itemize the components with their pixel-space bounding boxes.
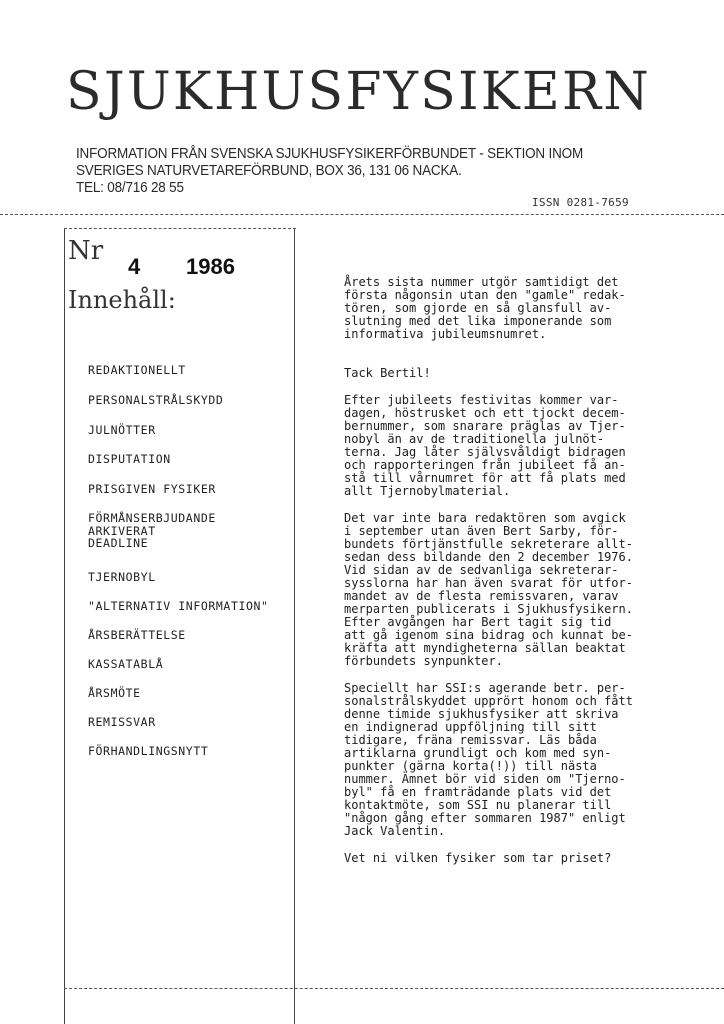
- article-paragraph: Tack Bertil!: [344, 366, 431, 380]
- sidebar-top-divider: [64, 228, 296, 229]
- header-divider: [0, 214, 724, 215]
- toc-item: ÅRSBERÄTTELSE: [88, 628, 186, 642]
- toc-item: FÖRHANDLINGSNYTT: [88, 744, 209, 758]
- editorial-article: [344, 276, 676, 865]
- left-column-border: [64, 229, 65, 1024]
- contents-heading: Innehåll:: [68, 286, 176, 314]
- toc-item: PERSONALSTRÅLSKYDD: [88, 393, 224, 407]
- toc-item: JULNÖTTER: [88, 423, 156, 437]
- toc-item: PRISGIVEN FYSIKER: [88, 482, 216, 496]
- toc-item: REMISSVAR: [88, 715, 156, 729]
- issue-number: 4: [128, 254, 141, 279]
- publisher-info-line: SVERIGES NATURVETAREFÖRBUND, BOX 36, 131 06 NACKA.: [76, 163, 462, 179]
- issue-year: 1986: [186, 254, 235, 279]
- toc-item: FÖRMÅNSERBJUDANDE: [88, 511, 216, 525]
- toc-item: DEADLINE: [88, 536, 149, 550]
- toc-item: TJERNOBYL: [88, 570, 156, 584]
- toc-item: ARKIVERAT: [88, 524, 156, 538]
- publisher-info-line: INFORMATION FRÅN SVENSKA SJUKHUSFYSIKERFÖRBUNDET - SEKTION INOM: [76, 146, 584, 162]
- toc-item: ÅRSMÖTE: [88, 686, 141, 700]
- article-paragraph: Efter jubileets festivitas kommer var- dagen, höstrusket och ett tjockt decem- bernummer, som snarare präglas av Tjer- nobyl än av de traditionella julnöt- terna. Jag låter självsvåldigt bidragen och rapporteringen från jubileet få an- stå till vårnumret för att få plats med allt Tjernobylmaterial.: [344, 393, 626, 498]
- publisher-info: [76, 146, 583, 197]
- toc-item: "ALTERNATIV INFORMATION": [88, 599, 269, 613]
- article-paragraph: Speciellt har SSI:s agerande betr. per- sonalstrålskyddet upprört honom och fått denne timide sjukhusfysiker att skriva en indignerad uppföljning till sitt tidigare, fräna remissvar. Läs båda artiklarna grundligt och kom med syn- punkter (gärna korta(!)) till nästa nummer. Ämnet bör vid siden om "Tjerno- byl" få en framträdande plats vid det kontaktmöte, som SSI nu planerar till "någon gång efter sommaren 1987" enligt Jack Valentin.: [344, 681, 633, 838]
- masthead-title: SJUKHUSFYSIKERN: [66, 62, 651, 122]
- footer-divider: [64, 988, 724, 989]
- toc-item: DISPUTATION: [88, 452, 171, 466]
- article-paragraph: Det var inte bara redaktören som avgick i september utan även Bert Sarby, för- bundets förtjänstfulle sekreterare allt- sedan dess bildande den 2 december 1976. Vid sidan av de sedvanliga sekreterar- sysslorna har han även svarat för utfor- mandet av de flesta remissvaren, varav merparten publicerats i Sjukhusfysikern. Efter avgången har Bert tagit sig tid att gå igenom sina bidrag och kunnat be- kräfta att myndigheterna sällan beaktat förbundets synpunkter.: [344, 511, 633, 668]
- issue-label: Nr: [68, 236, 104, 266]
- article-paragraph: Vet ni vilken fysiker som tar priset?: [344, 851, 612, 865]
- column-divider: [294, 229, 295, 1024]
- toc-item: REDAKTIONELLT: [88, 363, 186, 377]
- toc-item: KASSATABLÅ: [88, 657, 164, 671]
- article-paragraph: Årets sista nummer utgör samtidigt det första någonsin utan den "gamle" redak- tören, som gjorde en så glansfull av- slutning med det lika imponerande som informativa jubileumsnumret.: [344, 275, 626, 341]
- publisher-info-line: TEL: 08/716 28 55: [76, 180, 184, 196]
- issn-number: ISSN 0281-7659: [532, 196, 629, 209]
